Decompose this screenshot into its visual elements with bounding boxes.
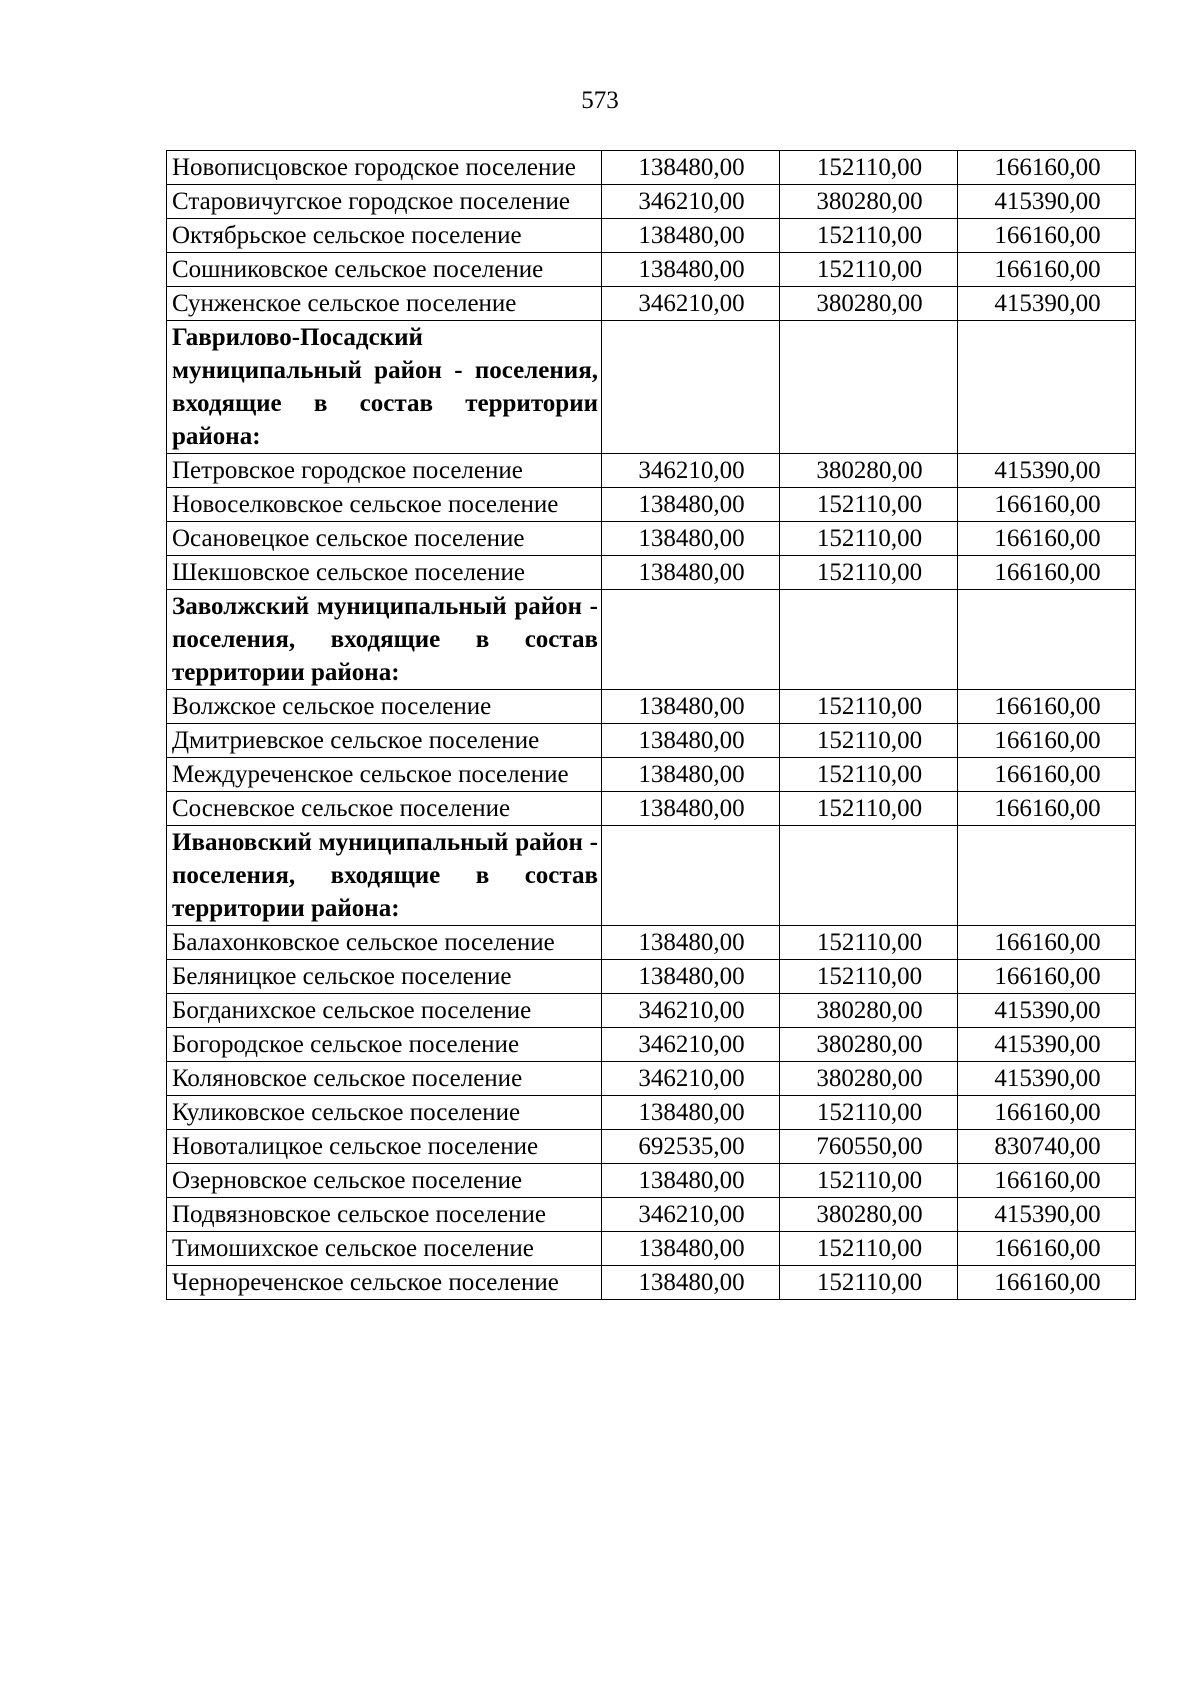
table-row: [167, 1198, 1136, 1232]
amount-cell-3: 166160,00: [958, 488, 1136, 522]
amount-cell-1: 138480,00: [602, 151, 780, 185]
page-number: 573: [581, 87, 619, 114]
amount-cell-3: 830740,00: [958, 1130, 1136, 1164]
settlement-name: Волжское сельское поселение: [167, 690, 602, 724]
amount-cell-2: 152110,00: [780, 219, 958, 253]
amount-cell-3: [958, 321, 1136, 454]
district-heading: Гаврилово-Посадский муниципальный район - поселения, входящие в состав территории района:: [167, 321, 602, 454]
amount-cell-3: [958, 590, 1136, 690]
amount-cell-1: 138480,00: [602, 522, 780, 556]
table-row: [167, 1096, 1136, 1130]
amount-cell-2: 760550,00: [780, 1130, 958, 1164]
amount-cell-3: 166160,00: [958, 926, 1136, 960]
amount-cell-2: 152110,00: [780, 690, 958, 724]
table-row: [167, 1062, 1136, 1096]
amount-cell-3: 166160,00: [958, 556, 1136, 590]
amount-cell-2: 152110,00: [780, 556, 958, 590]
table-row: [167, 488, 1136, 522]
settlement-name: Беляницкое сельское поселение: [167, 960, 602, 994]
amount-cell-1: 138480,00: [602, 488, 780, 522]
amount-cell-2: 380280,00: [780, 287, 958, 321]
amount-cell-3: 166160,00: [958, 1232, 1136, 1266]
amount-cell-1: 692535,00: [602, 1130, 780, 1164]
amount-cell-2: 152110,00: [780, 1164, 958, 1198]
amount-cell-1: 138480,00: [602, 1232, 780, 1266]
amount-cell-3: 166160,00: [958, 522, 1136, 556]
amount-cell-3: 415390,00: [958, 185, 1136, 219]
settlement-name: Сошниковское сельское поселение: [167, 253, 602, 287]
settlement-name: Сунженское сельское поселение: [167, 287, 602, 321]
amount-cell-2: 380280,00: [780, 185, 958, 219]
amount-cell-3: 415390,00: [958, 1028, 1136, 1062]
table-row: [167, 522, 1136, 556]
amount-cell-2: 152110,00: [780, 792, 958, 826]
amount-cell-3: 166160,00: [958, 758, 1136, 792]
amount-cell-2: 380280,00: [780, 1028, 958, 1062]
amount-cell-1: [602, 321, 780, 454]
settlement-name: Дмитриевское сельское поселение: [167, 724, 602, 758]
amount-cell-1: 138480,00: [602, 253, 780, 287]
settlement-name: Старовичугское городское поселение: [167, 185, 602, 219]
amount-cell-2: 152110,00: [780, 1096, 958, 1130]
table-row: [167, 724, 1136, 758]
amount-cell-2: 152110,00: [780, 960, 958, 994]
table-row: [167, 1028, 1136, 1062]
amount-cell-1: 138480,00: [602, 926, 780, 960]
settlements-table: [166, 150, 1136, 1300]
amount-cell-1: 138480,00: [602, 556, 780, 590]
amount-cell-3: 166160,00: [958, 219, 1136, 253]
amount-cell-2: 380280,00: [780, 1062, 958, 1096]
settlement-name: Междуреченское сельское поселение: [167, 758, 602, 792]
district-heading: Ивановский муниципальный район - поселения, входящие в состав территории района:: [167, 826, 602, 926]
settlement-name: Новоселковское сельское поселение: [167, 488, 602, 522]
table-row: [167, 151, 1136, 185]
amount-cell-2: 152110,00: [780, 758, 958, 792]
amount-cell-1: [602, 826, 780, 926]
table-row: [167, 960, 1136, 994]
table-row: [167, 994, 1136, 1028]
amount-cell-1: 138480,00: [602, 724, 780, 758]
table-row: [167, 690, 1136, 724]
amount-cell-1: 346210,00: [602, 185, 780, 219]
amount-cell-3: 166160,00: [958, 960, 1136, 994]
amount-cell-2: 152110,00: [780, 488, 958, 522]
settlement-name: Шекшовское сельское поселение: [167, 556, 602, 590]
table-row: [167, 185, 1136, 219]
amount-cell-2: 152110,00: [780, 522, 958, 556]
amount-cell-1: 346210,00: [602, 1028, 780, 1062]
table-row: [167, 1232, 1136, 1266]
table-row: [167, 926, 1136, 960]
table-row: [167, 287, 1136, 321]
section-header-row: [167, 826, 1136, 926]
amount-cell-1: 138480,00: [602, 1164, 780, 1198]
table-row: [167, 1130, 1136, 1164]
amount-cell-2: 380280,00: [780, 1198, 958, 1232]
amount-cell-1: 138480,00: [602, 1266, 780, 1300]
section-header-row: [167, 321, 1136, 454]
amount-cell-2: 152110,00: [780, 1232, 958, 1266]
amount-cell-1: 138480,00: [602, 792, 780, 826]
amount-cell-3: 415390,00: [958, 994, 1136, 1028]
amount-cell-1: [602, 590, 780, 690]
amount-cell-2: 152110,00: [780, 926, 958, 960]
section-header-row: [167, 590, 1136, 690]
amount-cell-1: 138480,00: [602, 1096, 780, 1130]
table-row: [167, 556, 1136, 590]
amount-cell-3: 166160,00: [958, 690, 1136, 724]
amount-cell-3: 166160,00: [958, 792, 1136, 826]
amount-cell-2: 152110,00: [780, 253, 958, 287]
amount-cell-1: 138480,00: [602, 758, 780, 792]
settlement-name: Сосневское сельское поселение: [167, 792, 602, 826]
table-row: [167, 792, 1136, 826]
settlement-name: Новоталицкое сельское поселение: [167, 1130, 602, 1164]
settlement-name: Тимошихское сельское поселение: [167, 1232, 602, 1266]
amount-cell-1: 346210,00: [602, 1062, 780, 1096]
amount-cell-2: [780, 826, 958, 926]
amount-cell-3: 415390,00: [958, 454, 1136, 488]
settlement-name: Октябрьское сельское поселение: [167, 219, 602, 253]
amount-cell-3: 415390,00: [958, 1198, 1136, 1232]
amount-cell-1: 138480,00: [602, 960, 780, 994]
settlement-name: Чернореченское сельское поселение: [167, 1266, 602, 1300]
table-row: [167, 253, 1136, 287]
amount-cell-3: 166160,00: [958, 253, 1136, 287]
amount-cell-3: 166160,00: [958, 151, 1136, 185]
amount-cell-3: 415390,00: [958, 287, 1136, 321]
amount-cell-3: 166160,00: [958, 724, 1136, 758]
settlement-name: Богородское сельское поселение: [167, 1028, 602, 1062]
amount-cell-1: 346210,00: [602, 287, 780, 321]
amount-cell-2: [780, 321, 958, 454]
amount-cell-2: [780, 590, 958, 690]
amount-cell-1: 346210,00: [602, 994, 780, 1028]
amount-cell-2: 380280,00: [780, 454, 958, 488]
amount-cell-1: 346210,00: [602, 1198, 780, 1232]
amount-cell-1: 138480,00: [602, 690, 780, 724]
settlement-name: Богданихское сельское поселение: [167, 994, 602, 1028]
table-body: [167, 151, 1136, 1300]
settlement-name: Петровское городское поселение: [167, 454, 602, 488]
amount-cell-2: 152110,00: [780, 1266, 958, 1300]
table-row: [167, 1266, 1136, 1300]
table-row: [167, 219, 1136, 253]
district-heading: Заволжский муниципальный район - поселения, входящие в состав территории района:: [167, 590, 602, 690]
amount-cell-2: 152110,00: [780, 151, 958, 185]
amount-cell-3: 415390,00: [958, 1062, 1136, 1096]
settlement-name: Куликовское сельское поселение: [167, 1096, 602, 1130]
settlement-name: Подвязновское сельское поселение: [167, 1198, 602, 1232]
table-row: [167, 758, 1136, 792]
settlement-name: Осановецкое сельское поселение: [167, 522, 602, 556]
table-row: [167, 454, 1136, 488]
amount-cell-2: 152110,00: [780, 724, 958, 758]
amount-cell-3: 166160,00: [958, 1096, 1136, 1130]
amount-cell-3: 166160,00: [958, 1266, 1136, 1300]
settlement-name: Озерновское сельское поселение: [167, 1164, 602, 1198]
amount-cell-1: 138480,00: [602, 219, 780, 253]
amount-cell-3: 166160,00: [958, 1164, 1136, 1198]
table-row: [167, 1164, 1136, 1198]
amount-cell-3: [958, 826, 1136, 926]
amount-cell-2: 380280,00: [780, 994, 958, 1028]
settlement-name: Коляновское сельское поселение: [167, 1062, 602, 1096]
settlement-name: Балахонковское сельское поселение: [167, 926, 602, 960]
amount-cell-1: 346210,00: [602, 454, 780, 488]
settlement-name: Новописцовское городское поселение: [167, 151, 602, 185]
